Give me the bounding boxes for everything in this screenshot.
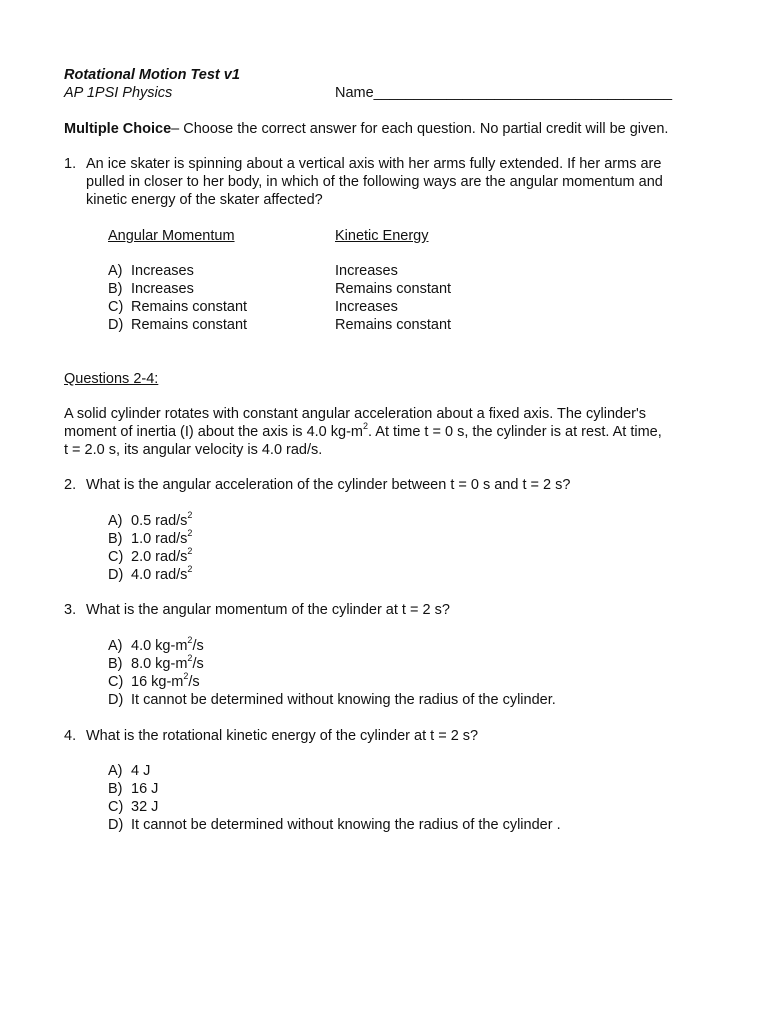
- option-superscript: 2: [187, 653, 193, 664]
- option-energy: Increases: [335, 263, 398, 279]
- option-superscript: 2: [187, 528, 193, 539]
- option-text-suffix: /s: [188, 674, 200, 690]
- option-text: 0.5 rad/s: [131, 513, 188, 529]
- option-letter: D): [108, 567, 124, 583]
- q1-text-line-2: pulled in closer to her body, in which of the following ways are the angular momentum and: [86, 174, 663, 190]
- option-superscript: 2: [187, 635, 193, 646]
- section-instructions: – Choose the correct answer for each question. No partial credit will be given.: [171, 121, 669, 137]
- course-name: AP 1PSI Physics: [64, 85, 173, 101]
- option-letter: C): [108, 799, 124, 815]
- section-heading: Multiple Choice: [64, 121, 172, 137]
- q3-text: What is the angular momentum of the cylinder at t = 2 s?: [86, 602, 450, 618]
- stem-text: moment of inertia (I) about the axis is 4.0 kg-m: [64, 424, 363, 440]
- q4-number: 4.: [64, 728, 77, 744]
- option-letter: B): [108, 781, 123, 797]
- student-name-field: Name_____________________________________: [335, 85, 673, 101]
- option-superscript: 2: [187, 564, 193, 575]
- option-superscript: 2: [187, 510, 193, 521]
- option-value: [131, 530, 192, 548]
- option-text: 4.0 kg-m: [131, 638, 188, 654]
- q3-number: 3.: [64, 602, 77, 618]
- option-value: 16 J: [131, 781, 159, 797]
- option-letter: A): [108, 263, 123, 279]
- option-energy: Increases: [335, 299, 398, 315]
- option-letter: A): [108, 513, 123, 529]
- q2-text: What is the angular acceleration of the cylinder between t = 0 s and t = 2 s?: [86, 477, 571, 493]
- option-text: 1.0 rad/s: [131, 531, 188, 547]
- group-stem-line-3: t = 2.0 s, its angular velocity is 4.0 rad/s.: [64, 442, 323, 458]
- q4-text: What is the rotational kinetic energy of the cylinder at t = 2 s?: [86, 728, 479, 744]
- section-instructions-line: [64, 120, 668, 138]
- option-value: [131, 655, 204, 673]
- option-value: 32 J: [131, 799, 159, 815]
- option-letter: A): [108, 638, 123, 654]
- option-letter: A): [108, 763, 123, 779]
- option-value: [131, 637, 204, 655]
- option-letter: B): [108, 656, 123, 672]
- q1-col-header-energy: Kinetic Energy: [335, 228, 429, 244]
- option-momentum: Increases: [131, 281, 194, 297]
- option-value: 4 J: [131, 763, 151, 779]
- option-text: 16 kg-m: [131, 674, 184, 690]
- option-letter: C): [108, 549, 124, 565]
- option-momentum: Increases: [131, 263, 194, 279]
- option-letter: C): [108, 299, 124, 315]
- test-title: Rotational Motion Test v1: [64, 67, 240, 83]
- option-value: [131, 512, 192, 530]
- option-value: It cannot be determined without knowing the radius of the cylinder .: [131, 817, 561, 833]
- option-letter: C): [108, 674, 124, 690]
- q1-text-line-3: kinetic energy of the skater affected?: [86, 192, 323, 208]
- option-text: It cannot be determined without knowing the radius of the cylinder.: [131, 692, 556, 708]
- stem-superscript: 2: [363, 421, 369, 432]
- option-letter: B): [108, 281, 123, 297]
- stem-text: . At time t = 0 s, the cylinder is at rest. At time,: [368, 424, 662, 440]
- option-value: [131, 548, 192, 566]
- option-momentum: Remains constant: [131, 299, 248, 315]
- option-superscript: 2: [187, 546, 193, 557]
- q1-text-line-1: An ice skater is spinning about a vertical axis with her arms fully extended. If her arms are: [86, 156, 662, 172]
- option-text-suffix: /s: [192, 638, 204, 654]
- option-text: 4.0 rad/s: [131, 567, 188, 583]
- q2-number: 2.: [64, 477, 77, 493]
- q1-number: 1.: [64, 156, 77, 172]
- option-letter: D): [108, 317, 124, 333]
- option-text-suffix: /s: [192, 656, 204, 672]
- option-text: 2.0 rad/s: [131, 549, 188, 565]
- q1-col-header-momentum: Angular Momentum: [108, 228, 235, 244]
- option-energy: Remains constant: [335, 281, 452, 297]
- group-stem-line-1: A solid cylinder rotates with constant angular acceleration about a fixed axis. The cylinder's: [64, 406, 647, 422]
- option-momentum: Remains constant: [131, 317, 248, 333]
- option-letter: B): [108, 531, 123, 547]
- option-value: [131, 691, 556, 709]
- option-letter: D): [108, 692, 124, 708]
- option-superscript: 2: [183, 671, 189, 682]
- option-value: [131, 673, 200, 691]
- option-letter: D): [108, 817, 124, 833]
- option-text: 8.0 kg-m: [131, 656, 188, 672]
- option-value: [131, 566, 192, 584]
- group-stem-line-2: [64, 423, 662, 441]
- option-energy: Remains constant: [335, 317, 452, 333]
- question-group-label: Questions 2-4:: [64, 371, 159, 387]
